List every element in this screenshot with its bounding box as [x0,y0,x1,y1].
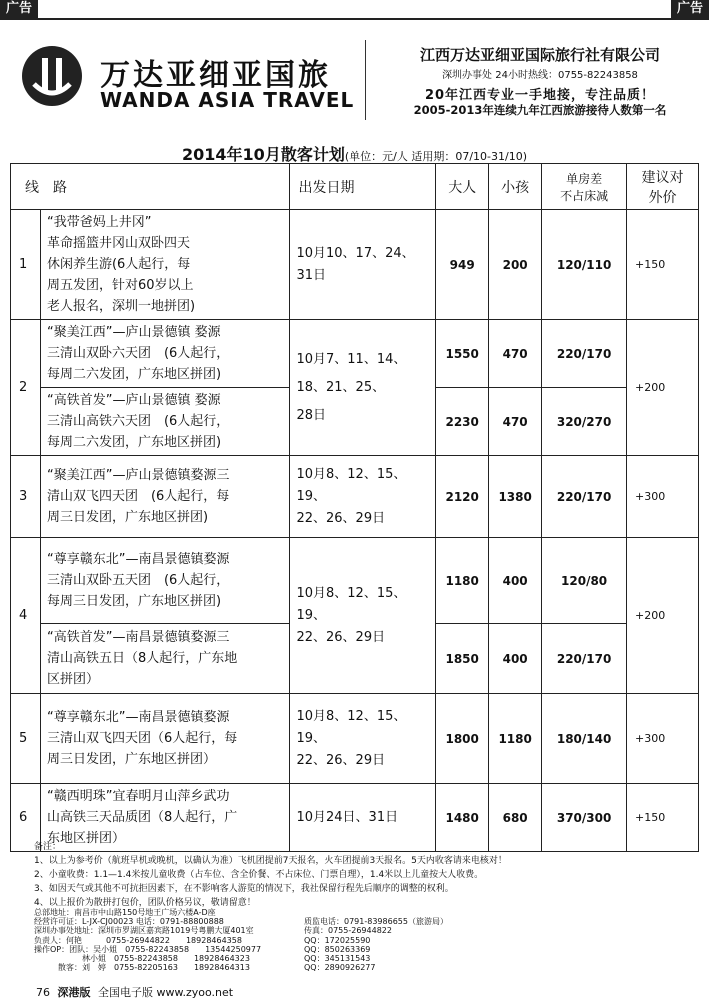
route-cell: “赣西明珠”宜春明月山萍乡武功 山高铁三天品质团（8人起行，广 东地区拼团） [40,784,290,852]
contact-row [34,954,694,963]
header-suggest [627,164,699,210]
adult-price: 1800 [436,694,489,784]
plan-title-sub: (单位：元/人 适用期：07/10-31/10) [344,150,527,163]
header-single [542,164,627,210]
date-cell: 10月8、12、15、19、 22、26、29日 [290,538,436,694]
table-row [11,694,699,784]
header-single-top: 单房差 [566,171,603,186]
row-number: 5 [11,694,41,784]
adult-price: 1480 [436,784,489,852]
notes-section [34,840,694,910]
header-divider [365,40,366,120]
note-item: 2、小童收费：1.1—1.4米按儿童收费（占车位、含全价餐、不占床位、门票自理），1.4米以上儿童按大人收费。 [34,870,484,880]
row-number: 3 [11,456,41,538]
contacts-section [34,908,694,972]
edition-label: 深港版 [57,986,91,999]
route-cell: “尊享赣东北”—南昌景德镇婺源 三清山双卧五天团 (6人起行， 每周三日发团，广东地区拼团) [40,538,290,624]
route-cell: “尊享赣东北”—南昌景德镇婺源 三清山双飞四天团（6人起行，每 周三日发团，广东地区拼团） [40,694,290,784]
table-header-row [11,164,699,210]
note-item: 3、如因天气或其他不可抗拒因素下，在不影响客人游览的情况下，我社保留行程先后顺序的调整的权利。 [34,884,454,894]
single-supplement: 220/170 [542,624,627,694]
route-cell: “高铁首发”—庐山景德镇 婺源 三清山高铁六天团 (6人起行， 每周二六发团，广东地区拼团) [40,388,290,456]
row-number: 2 [11,320,41,456]
header-route: 线 路 [11,164,290,210]
single-supplement: 120/110 [542,210,627,320]
contact-row [34,926,694,935]
date-cell: 10月10、17、24、 31日 [290,210,436,320]
tour-price-table [10,163,699,852]
route-cell: “我带爸妈上井冈” 革命摇篮井冈山双卧四天 休闲养生游(6人起行，每 周五发团，针对60岁以上 老人报名，深圳一地拼团) [40,210,290,320]
office-hotline: 深圳办事处 24小时热线：0755-82243858 [442,70,638,81]
route-cell: “高铁首发”—南昌景德镇婺源三 清山高铁五日（8人起行，广东地 区拼团） [40,624,290,694]
note-item: 4、以上报价为散拼打包价，团队价格另议，敬请留意！ [34,898,256,908]
contact-right: QQ：850263369 [304,944,371,954]
plan-title [0,142,709,165]
contact-right: QQ：345131543 [304,954,371,964]
contact-left: 散客：刘 婷 0755-82205163 18928464313 [34,963,250,973]
date-cell: 10月24日、31日 [290,784,436,852]
table-row [11,210,699,320]
adult-price: 1850 [436,624,489,694]
award-text: 2005-2013年连续九年江西旅游接待人数第一名 [413,103,667,117]
site-text: 全国电子版 www.zyoo.net [98,986,234,999]
contact-right: QQ：2890926277 [304,963,376,973]
header-adult: 大人 [436,164,489,210]
note-item: 1、以上为参考价（航班早机或晚机，以确认为准）飞机团提前7天报名，火车团提前3天报名。5天内收客请来电核对！ [34,856,507,866]
row-number: 6 [11,784,41,852]
single-supplement: 220/170 [542,320,627,388]
suggested-markup: +200 [627,538,699,694]
single-supplement: 120/80 [542,538,627,624]
table-row [11,538,699,624]
contact-left: 深圳办事处地址：深圳市罗湖区嘉宾路1019号粤鹏大厦401室 [34,926,254,936]
notes-title: 备注： [34,842,62,852]
table-row [11,320,699,388]
child-price: 470 [489,320,542,388]
page-number: 76 [36,986,50,999]
brand-chinese-name: 万达亚细亚国旅 [100,58,331,93]
contact-left: 负责人：何艳 0755-26944822 18928464358 [34,935,242,945]
child-price: 470 [489,388,542,456]
contact-left: 总部地址：南昌市中山路150号地王广场六楼A-D座 [34,908,216,917]
child-price: 400 [489,624,542,694]
child-price: 1380 [489,456,542,538]
date-cell: 10月8、12、15、19、 22、26、29日 [290,456,436,538]
table-row [11,456,699,538]
contact-left: 林小姐 0755-82243858 18928464323 [34,954,250,964]
adult-price: 1180 [436,538,489,624]
plan-title-main: 2014年10月散客计划 [182,145,345,164]
single-supplement: 220/170 [542,456,627,538]
wanda-logo-icon [20,44,80,104]
contact-left: 操作OP：团队：吴小姐 0755-82243858 13544250977 [34,944,262,954]
single-supplement: 370/300 [542,784,627,852]
header-date: 出发日期 [290,164,436,210]
contact-right: 质监电话：0791-83986655（旅游局） [304,917,448,927]
contact-row [34,936,694,945]
contact-row [34,908,694,917]
adult-price: 949 [436,210,489,320]
route-cell: “聚美江西”—庐山景德镇婺源三 清山双飞四天团 (6人起行，每 周三日发团，广东地区拼团) [40,456,290,538]
child-price: 680 [489,784,542,852]
contact-right: QQ：172025590 [304,935,371,945]
row-number: 1 [11,210,41,320]
ad-tag-left: 广告 [0,0,38,18]
page-footer [36,984,233,1000]
company-name: 江西万达亚细亚国际旅行社有限公司 [419,46,660,64]
contact-right: 传真：0755-26944822 [304,926,392,936]
ad-tag-right: 广告 [671,0,709,18]
header-suggest-top: 建议对 [641,169,684,186]
header-child: 小孩 [489,164,542,210]
header-suggest-bottom: 外价 [648,189,677,206]
header-single-bottom: 不占床减 [560,188,609,203]
row-number: 4 [11,538,41,694]
adult-price: 2230 [436,388,489,456]
slogan: 20年江西专业一手地接，专注品质！ [424,88,656,103]
suggested-markup: +200 [627,320,699,456]
suggested-markup: +150 [627,210,699,320]
date-cell: 10月8、12、15、19、 22、26、29日 [290,694,436,784]
contact-row [34,963,694,972]
suggested-markup: +150 [627,784,699,852]
date-cell: 10月7、11、14、 18、21、25、 28日 [290,320,436,456]
adult-price: 2120 [436,456,489,538]
child-price: 200 [489,210,542,320]
single-supplement: 320/270 [542,388,627,456]
adult-price: 1550 [436,320,489,388]
route-cell: “聚美江西”—庐山景德镇 婺源 三清山双卧六天团 (6人起行， 每周二六发团，广东地区拼团) [40,320,290,388]
child-price: 1180 [489,694,542,784]
contact-left: 经营许可证：L-JX-CJ00023 电话：0791-88800888 [34,917,224,927]
child-price: 400 [489,538,542,624]
suggested-markup: +300 [627,694,699,784]
top-divider [0,18,709,20]
suggested-markup: +300 [627,456,699,538]
single-supplement: 180/140 [542,694,627,784]
contact-row [34,945,694,954]
brand-english-name: WANDA ASIA TRAVEL [100,88,355,112]
